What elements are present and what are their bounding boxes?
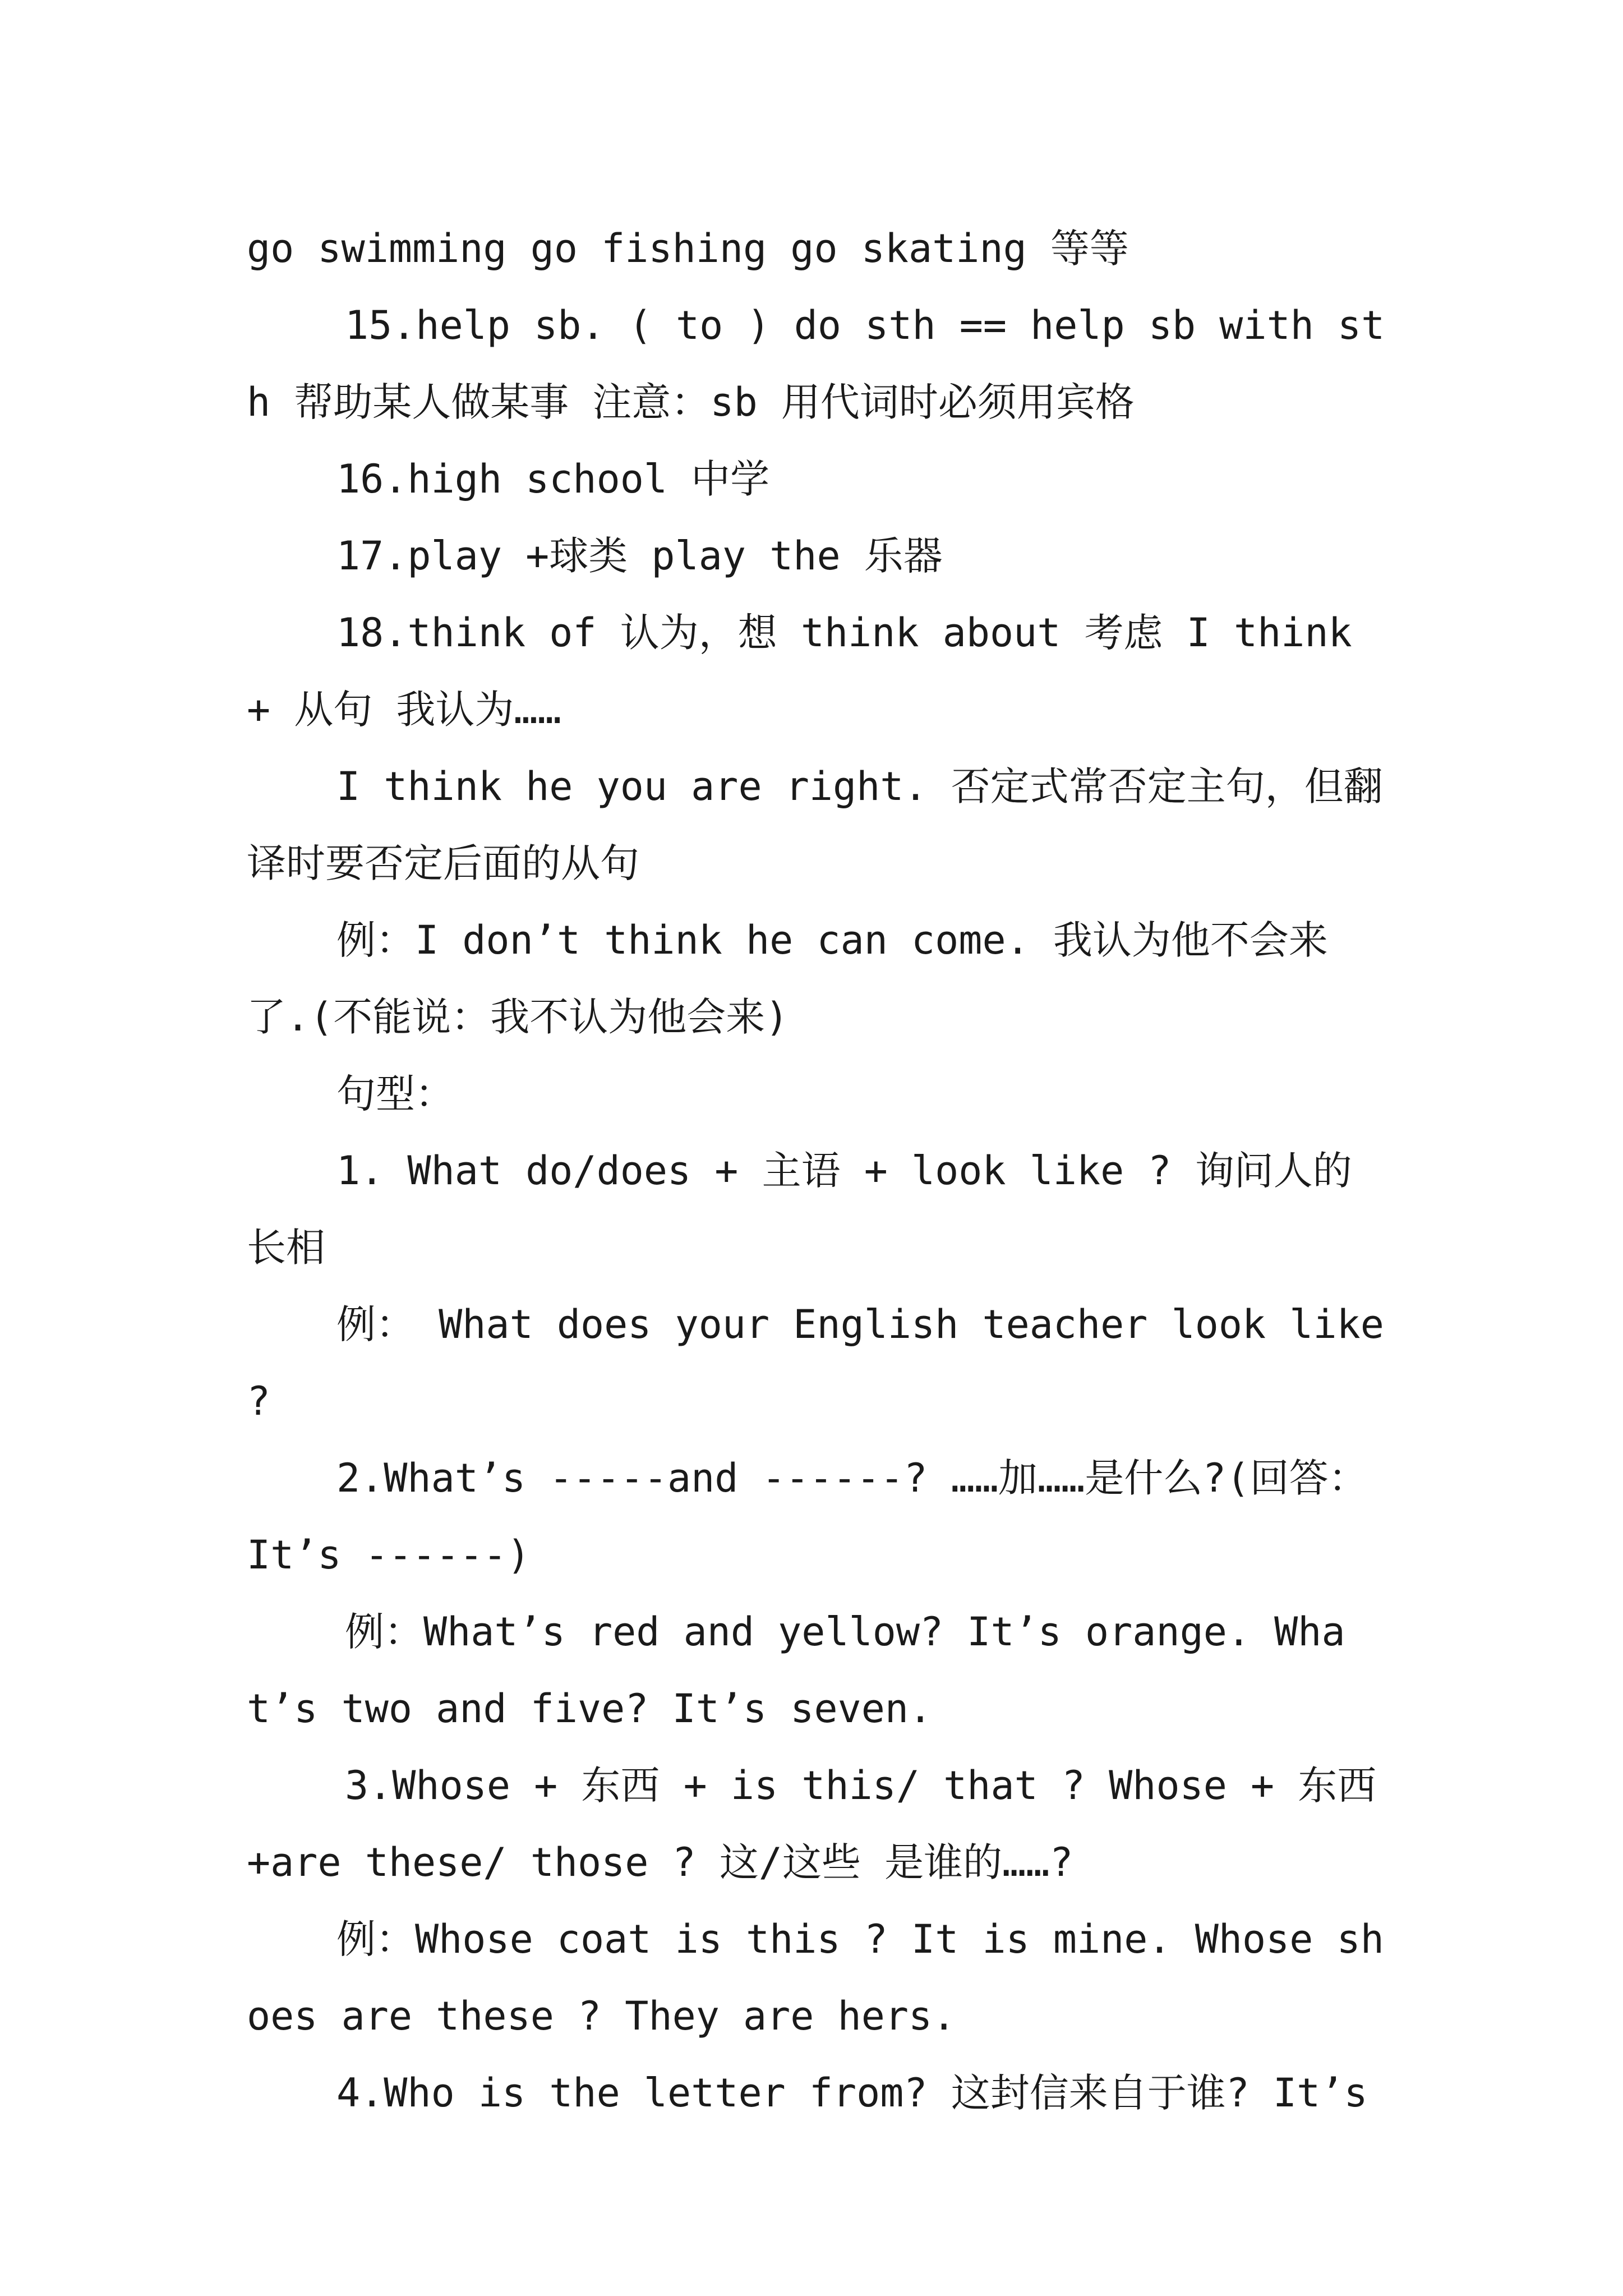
- paragraph-item-18-example: 例：I don’t think he can come. 我认为他不会来了.(不能说：我不认为他会来): [247, 917, 1328, 1040]
- paragraph-pattern-3-example: 例：Whose coat is this ? It is mine. Whose shoes are these ? They are hers.: [247, 1916, 1384, 2039]
- paragraph-item-16: 16.high school 中学: [336, 456, 770, 502]
- paragraph-go-activities: go swimming go fishing go skating 等等: [247, 226, 1129, 272]
- paragraph-item-18: 18.think of 认为，想 think about 考虑 I think + 从句 我认为……: [247, 610, 1352, 733]
- paragraph-pattern-1: 1. What do/does + 主语 + look like ? 询问人的长相: [247, 1148, 1352, 1271]
- paragraph-pattern-2-example: 例：What’s red and yellow? It’s orange. What’s two and five? It’s seven.: [247, 1609, 1345, 1732]
- paragraph-item-18-note: I think he you are right. 否定式常否定主句，但翻译时要否定后面的从句: [247, 763, 1383, 886]
- paragraph-item-15: 15.help sb. ( to ) do sth == help sb with sth 帮助某人做某事 注意：sb 用代词时必须用宾格: [247, 302, 1385, 425]
- sentence-patterns-heading: 句型：: [336, 1071, 454, 1117]
- paragraph-item-17: 17.play +球类 play the 乐器: [336, 533, 943, 579]
- paragraph-pattern-4: 4.Who is the letter from? 这封信来自于谁? It’s: [336, 2070, 1368, 2116]
- paragraph-pattern-2: 2.What’s -----and ------? ……加……是什么?(回答：It’s ------): [247, 1455, 1368, 1578]
- paragraph-pattern-1-example: 例： What does your English teacher look like ?: [247, 1301, 1384, 1424]
- paragraph-pattern-3: 3.Whose + 东西 + is this/ that ? Whose + 东西 +are these/ those ? 这/这些 是谁的……?: [247, 1763, 1377, 1885]
- document-body: [247, 210, 1389, 2132]
